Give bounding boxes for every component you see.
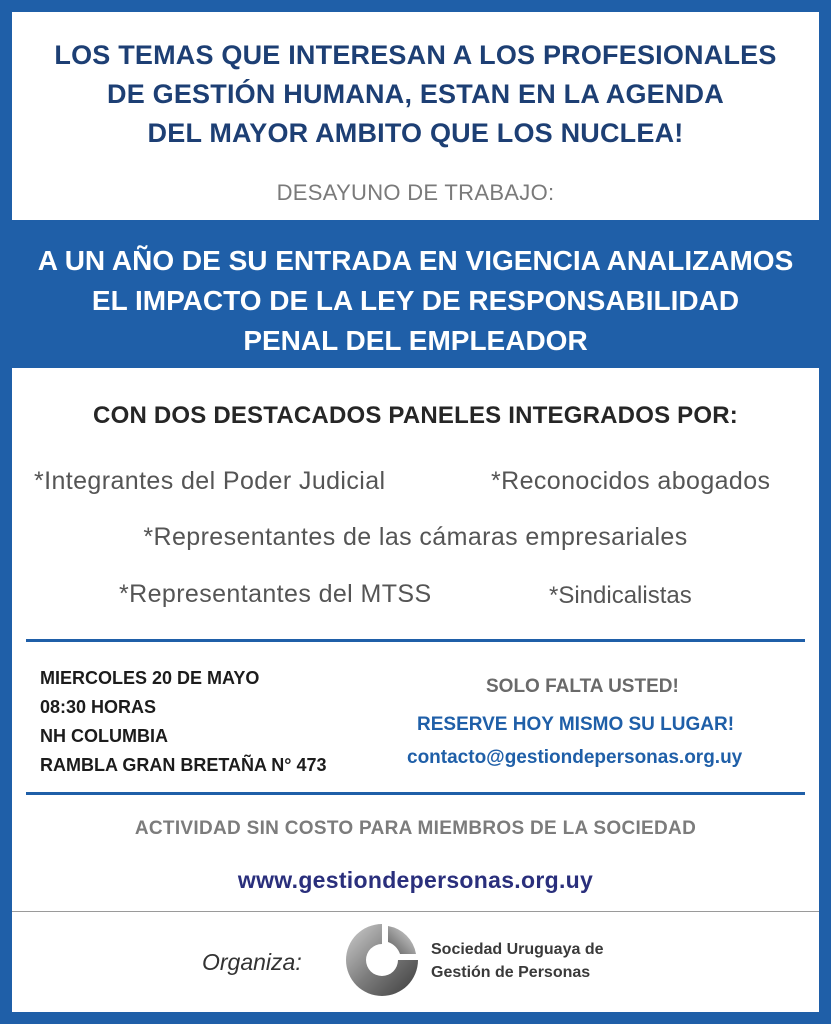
flyer — [12, 12, 819, 1012]
event-type: DESAYUNO DE TRABAJO: — [276, 180, 555, 205]
headline-line-2: DE GESTIÓN HUMANA, ESTAN EN LA AGENDA — [107, 79, 724, 109]
headline-line-3: DEL MAYOR AMBITO QUE LOS NUCLEA! — [147, 118, 684, 148]
panel-item: *Representantes del MTSS — [119, 580, 432, 608]
event-title-line-2: EL IMPACTO DE LA LEY DE RESPONSABILIDAD — [91, 285, 740, 316]
organization-name — [431, 938, 604, 984]
contact-email-link[interactable]: contacto@gestiondepersonas.org.uy — [407, 747, 743, 768]
panel-item: *Integrantes del Poder Judicial — [34, 467, 386, 495]
event-title-line-3: PENAL DEL EMPLEADOR — [243, 325, 588, 356]
divider — [26, 792, 805, 795]
footer-divider — [12, 911, 819, 912]
divider — [26, 639, 805, 642]
headline-line-1: LOS TEMAS QUE INTERESAN A LOS PROFESIONALES — [54, 40, 777, 70]
event-date: MIERCOLES 20 DE MAYO — [40, 668, 260, 688]
event-title-line-1: A UN AÑO DE SU ENTRADA EN VIGENCIA ANALIZAMOS — [37, 245, 794, 276]
event-address: RAMBLA GRAN BRETAÑA N° 473 — [40, 755, 327, 775]
cost-note: ACTIVIDAD SIN COSTO PARA MIEMBROS DE LA SOCIEDAD — [134, 818, 697, 839]
panels-title: CON DOS DESTACADOS PANELES INTEGRADOS POR: — [93, 402, 738, 429]
organization-name-line-1: Sociedad Uruguaya de — [431, 941, 604, 958]
event-title — [0, 241, 831, 361]
organization-name-line-2: Gestión de Personas — [431, 964, 591, 981]
panel-item: *Sindicalistas — [549, 582, 692, 609]
organiza-label: Organiza: — [202, 949, 302, 975]
solo-falta: SOLO FALTA USTED! — [486, 676, 679, 697]
reserve-message: RESERVE HOY MISMO SU LUGAR! — [417, 714, 735, 735]
panel-item: *Reconocidos abogados — [491, 467, 771, 495]
organization-logo-icon — [342, 920, 422, 1000]
event-time: 08:30 HORAS — [40, 697, 157, 717]
panel-item: *Representantes de las cámaras empresariales — [143, 523, 688, 551]
website-link[interactable]: www.gestiondepersonas.org.uy — [237, 867, 594, 893]
event-details — [40, 664, 327, 780]
event-venue: NH COLUMBIA — [40, 726, 168, 746]
headline — [12, 36, 819, 153]
